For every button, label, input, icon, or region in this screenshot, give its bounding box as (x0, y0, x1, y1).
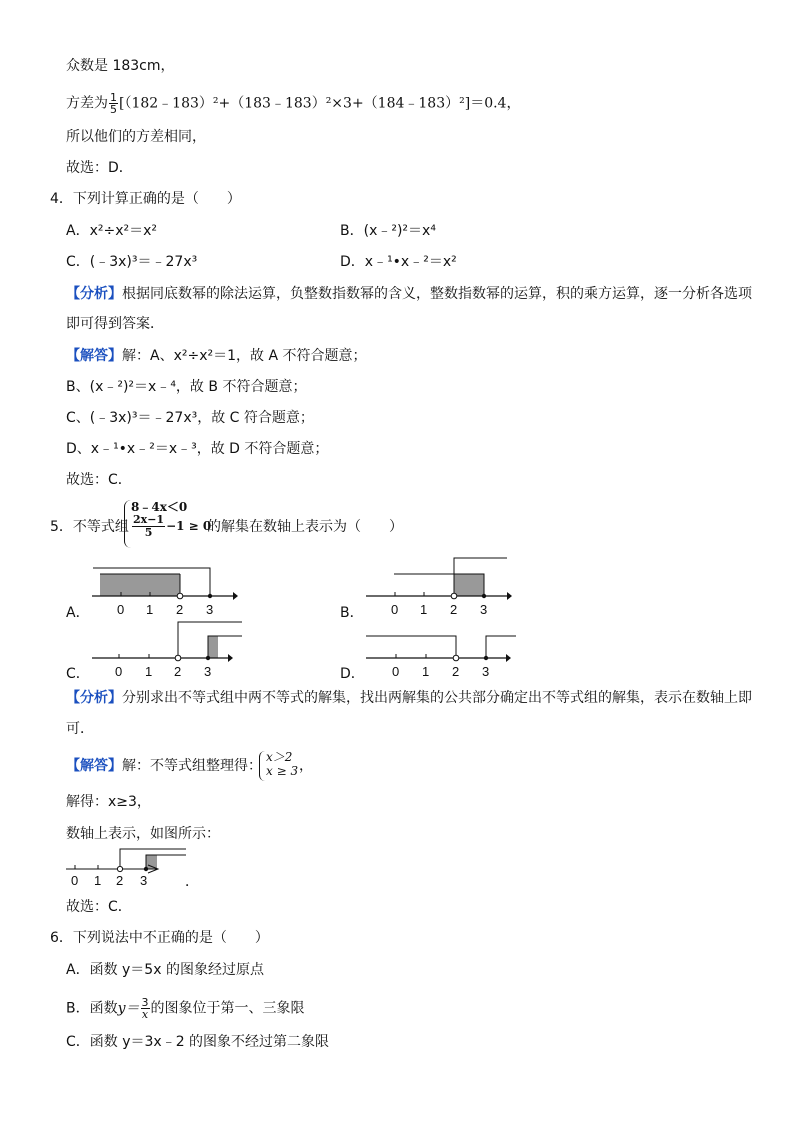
q4-answer-d: D、x﹣¹•x﹣²＝x﹣³，故 D 不符合题意； (66, 441, 329, 457)
svg-text:1: 1 (94, 873, 102, 888)
q5-system-eq2: $\frac{2x-1}{5}$ −1 ≥ 0 (133, 513, 212, 539)
answer-tag: 【解答】 (66, 348, 122, 364)
svg-text:1: 1 (146, 602, 154, 617)
q4-choose: 故选：C． (66, 472, 132, 488)
svg-text:3: 3 (206, 602, 214, 617)
analysis-tag: 【分析】 (66, 690, 122, 706)
variance-fraction: $\frac{1}{5}$ (110, 91, 117, 116)
svg-text:0: 0 (71, 873, 79, 888)
q5-option-c-numberline (88, 620, 244, 682)
q5-solution-numberline (62, 846, 192, 888)
q6-option-a: A．函数 y＝5x 的图象经过原点 (66, 962, 264, 978)
shade-region (100, 574, 180, 596)
q4-analysis-line2: 即可得到答案． (66, 316, 164, 332)
q4-stem: 4．下列计算正确的是（ ） (50, 191, 241, 207)
svg-text:3: 3 (480, 602, 488, 617)
svg-text:1: 1 (145, 664, 153, 679)
svg-text:2: 2 (176, 602, 184, 617)
q5-choose: 故选：C． (66, 899, 132, 915)
q5-option-d-label: D． (340, 666, 365, 682)
svg-text:2: 2 (452, 664, 460, 679)
svg-text:0: 0 (115, 664, 123, 679)
q5-answer-line1: 【解答】解：不等式组整理得： (66, 758, 262, 774)
q6-option-c: C．函数 y＝3x﹣2 的图象不经过第二象限 (66, 1034, 330, 1050)
q4-option-a: A．x²÷x²＝x² (66, 223, 157, 239)
svg-text:2: 2 (450, 602, 458, 617)
svg-text:3: 3 (204, 664, 212, 679)
q4-option-b: B．(x﹣²)²＝x⁴ (340, 223, 436, 239)
svg-text:1: 1 (422, 664, 430, 679)
q5-system-eq1: 8﹣4x＜0 (131, 500, 188, 514)
same-line: 所以他们的方差相同， (66, 129, 206, 145)
q4-analysis-line1: 【分析】根据同底数幂的除法运算，负整数指数幂的含义，整数指数幂的运算，积的乘方运算，逐一分析各选项 (66, 286, 752, 302)
q5-option-d-numberline (362, 620, 518, 682)
q6-option-b: B．函数y＝ $\frac{3}{x}$ 的图象位于第一、三象限 (66, 996, 305, 1021)
q6-stem: 6．下列说法中不正确的是（ ） (50, 930, 269, 946)
q5-analysis-line2: 可． (66, 721, 94, 737)
q5-stem-prefix: 5．不等式组 (50, 519, 129, 535)
mode-line: 众数是 183cm， (66, 58, 175, 74)
q5-solve-line: 解得：x≥3， (66, 794, 151, 810)
variance-body: [（182﹣183）²+（183﹣183）²×3+（184﹣183）²]＝0.4， (119, 95, 521, 112)
variance-prefix: 方差为 (66, 95, 108, 112)
q5-system-brace (124, 500, 131, 548)
q4-answer-c: C、(﹣3x)³＝﹣27x³，故 C 符合题意； (66, 410, 314, 426)
q5-option-a-label: A． (66, 605, 90, 621)
q4-option-d: D．x﹣¹•x﹣²＝x² (340, 254, 457, 270)
answer-tag: 【解答】 (66, 758, 122, 774)
variance-line (66, 92, 520, 115)
svg-text:0: 0 (117, 602, 125, 617)
q4-answer-a: 【解答】解：A、x²÷x²＝1，故 A 不符合题意； (66, 348, 367, 364)
q5-numberline-intro: 数轴上表示，如图所示： (66, 826, 220, 842)
q4-option-c: C．(﹣3x)³＝﹣27x³ (66, 254, 198, 270)
analysis-tag: 【分析】 (66, 286, 122, 302)
q5-stem-suffix: 的解集在数轴上表示为（ ） (207, 519, 403, 535)
q5-answer-line1-end: ， (299, 758, 313, 774)
q5-solution-eq1: x＞2 (266, 750, 293, 764)
svg-text:2: 2 (174, 664, 182, 679)
q6-fraction: $\frac{3}{x}$ (141, 996, 149, 1021)
q5-analysis-line1: 【分析】分别求出不等式组中两不等式的解集，找出两解集的公共部分确定出不等式组的解集，表示在数轴上即 (66, 690, 752, 706)
q5-solution-brace (259, 751, 265, 781)
svg-text:1: 1 (420, 602, 428, 617)
q5-figure-period: ． (185, 874, 199, 890)
q5-option-c-label: C． (66, 666, 90, 682)
svg-text:3: 3 (482, 664, 490, 679)
q5-solution-eq2: x ≥ 3 (266, 764, 299, 778)
svg-text:3: 3 (140, 873, 148, 888)
choose-d-line: 故选：D． (66, 160, 133, 176)
q5-option-b-numberline (362, 556, 512, 620)
q4-answer-b: B、(x﹣²)²＝x﹣⁴，故 B 不符合题意； (66, 379, 307, 395)
q5-option-b-label: B． (340, 605, 364, 621)
svg-text:0: 0 (391, 602, 399, 617)
q5-option-a-numberline (88, 558, 238, 620)
svg-text:0: 0 (392, 664, 400, 679)
svg-text:2: 2 (116, 873, 124, 888)
